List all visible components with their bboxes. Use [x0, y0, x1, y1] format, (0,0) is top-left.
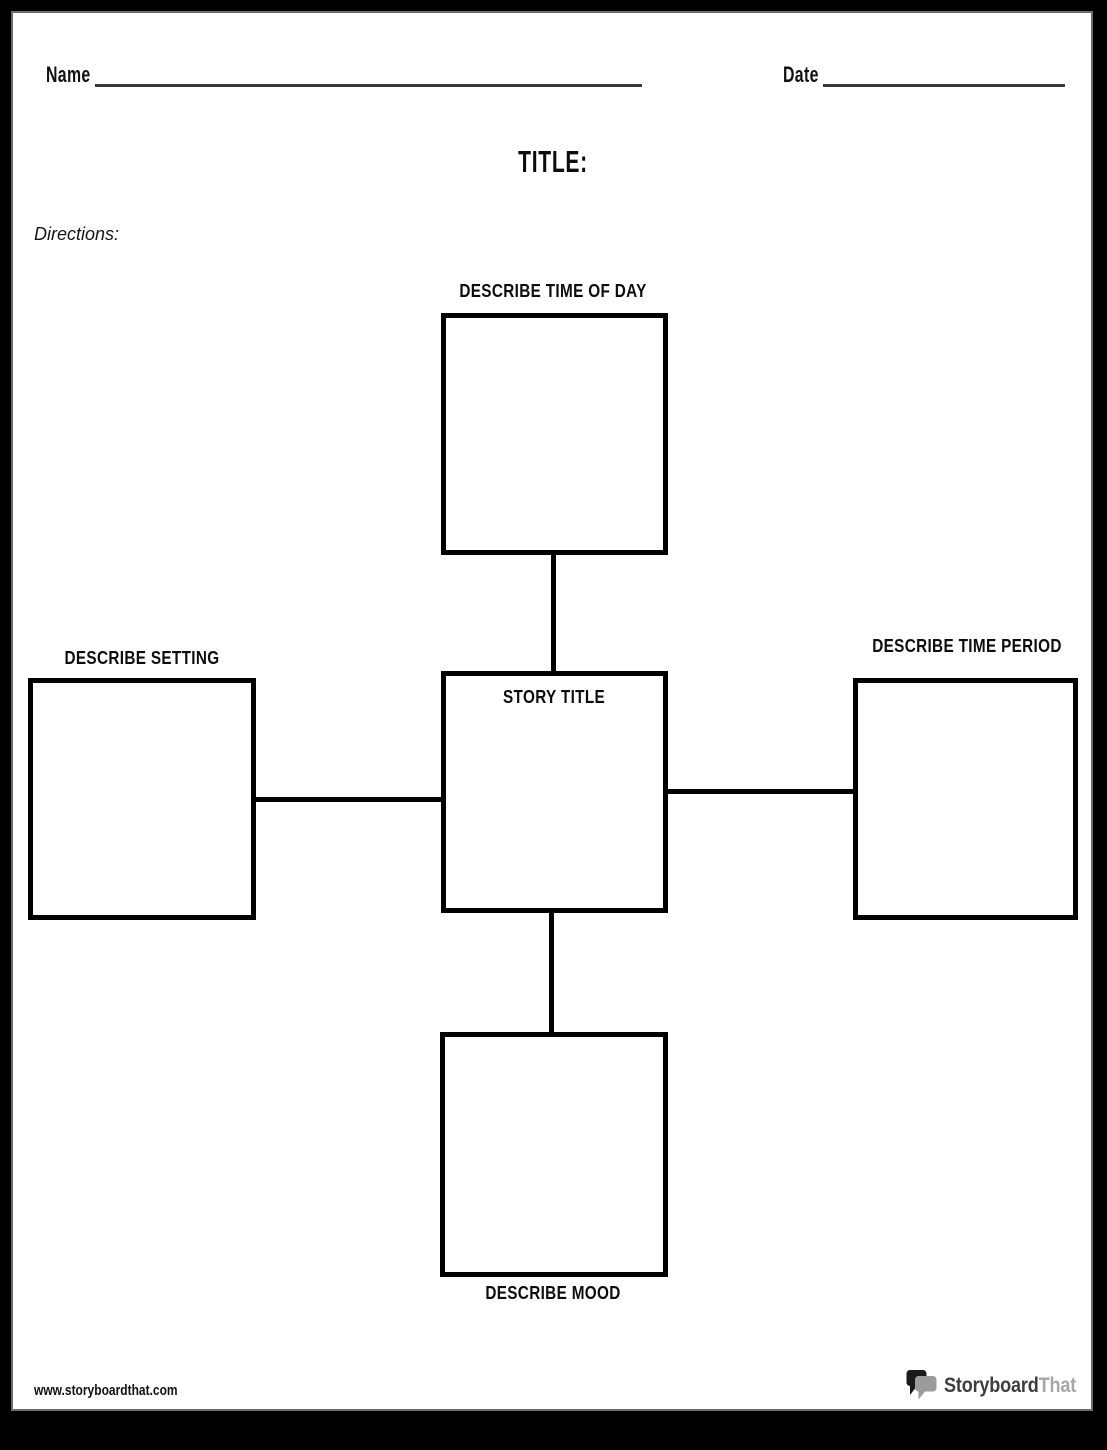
directions-label: Directions: — [34, 224, 120, 244]
connector-left — [254, 797, 443, 802]
connector-top — [551, 555, 556, 673]
logo-text-that: That — [1038, 1374, 1077, 1397]
time-of-day-label: DESCRIBE TIME OF DAY — [459, 281, 647, 301]
speech-bubbles-icon — [906, 1369, 938, 1403]
time-of-day-box[interactable] — [441, 313, 668, 555]
story-title-label: STORY TITLE — [503, 687, 606, 707]
connector-right — [666, 789, 855, 794]
date-label: Date — [783, 62, 819, 87]
setting-label: DESCRIBE SETTING — [64, 648, 220, 668]
setting-box[interactable] — [28, 678, 256, 920]
date-input-line[interactable] — [823, 84, 1065, 87]
page-title: TITLE: — [518, 144, 588, 179]
logo-text-storyboard: Storyboard — [944, 1374, 1039, 1397]
mood-box[interactable] — [440, 1032, 668, 1277]
time-period-label: DESCRIBE TIME PERIOD — [872, 636, 1062, 656]
name-label: Name — [46, 62, 91, 87]
connector-bottom — [549, 911, 554, 1034]
logo-text — [944, 1374, 1076, 1398]
name-input-line[interactable] — [95, 84, 642, 87]
time-period-box[interactable] — [853, 678, 1078, 920]
story-title-box[interactable] — [441, 671, 668, 913]
mood-label: DESCRIBE MOOD — [485, 1283, 621, 1303]
storyboardthat-logo — [906, 1369, 1098, 1403]
website-url: www.storyboardthat.com — [34, 1382, 178, 1399]
